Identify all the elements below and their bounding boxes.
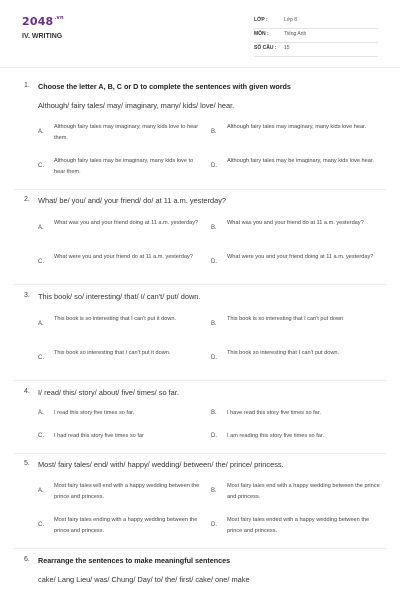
- option-text: Although fairy tales may be imaginary, many kids love hear.: [227, 158, 374, 164]
- question-prompt: Most/ fairy tales/ end/ with/ happy/ wedding/ between/ the/ prince/ princess.: [38, 460, 284, 469]
- option-text: I am reading this story five times so far.: [227, 433, 324, 439]
- option-letter: C.: [38, 433, 44, 439]
- meta-value: Lớp 8: [284, 17, 298, 23]
- site-logo[interactable]: [22, 15, 64, 28]
- answer-option-a[interactable]: [38, 481, 208, 505]
- option-letter: C.: [38, 522, 44, 528]
- option-letter: B.: [211, 225, 217, 231]
- answer-option-c[interactable]: [38, 515, 208, 539]
- option-letter: D.: [211, 522, 217, 528]
- answer-option-a[interactable]: [38, 410, 208, 422]
- answer-option-b[interactable]: [211, 410, 381, 422]
- answer-option-a[interactable]: [38, 218, 208, 242]
- answer-option-b[interactable]: [211, 218, 381, 242]
- question-divider: [14, 380, 386, 381]
- worksheet-header: [0, 0, 400, 66]
- option-letter: B.: [211, 488, 217, 494]
- question-divider: [14, 189, 386, 190]
- option-text: This book so interesting that I can't put down.: [227, 350, 340, 356]
- option-letter: B.: [211, 410, 217, 416]
- meta-label: MÔN :: [254, 31, 269, 37]
- question-divider: [14, 453, 386, 454]
- meta-row-subject: [254, 28, 378, 43]
- meta-value: 15: [284, 45, 290, 51]
- option-letter: A.: [38, 225, 44, 231]
- answer-option-b[interactable]: [211, 122, 381, 146]
- option-text: This book is so interesting that I can't put down: [227, 316, 344, 322]
- option-text: Most fairy tales ended with a happy wedding between the prince and princess.: [227, 517, 370, 534]
- question-number: 3.: [24, 292, 30, 299]
- answer-option-d[interactable]: [211, 156, 381, 180]
- option-letter: C.: [38, 355, 44, 361]
- question-number: 1.: [24, 82, 30, 89]
- option-text: Although fairy tales may be imaginary, many kids love to hear them.: [54, 158, 194, 175]
- meta-row-class: [254, 14, 378, 29]
- option-text: Although fairy tales may imaginary, many kids love hear.: [227, 124, 367, 130]
- header-divider: [0, 67, 400, 68]
- option-letter: D.: [211, 259, 217, 265]
- option-text: I read this story five times so far.: [54, 410, 135, 416]
- answer-option-b[interactable]: [211, 481, 381, 505]
- option-letter: A.: [38, 488, 44, 494]
- answer-option-d[interactable]: [211, 252, 381, 276]
- option-letter: A.: [38, 129, 44, 135]
- option-text: I have read this story five times so far.: [227, 410, 321, 416]
- option-letter: B.: [211, 321, 217, 327]
- question-number: 4.: [24, 388, 30, 395]
- option-text: This book is so interesting that I can't put it down.: [54, 316, 177, 322]
- option-letter: B.: [211, 129, 217, 135]
- option-letter: D.: [211, 433, 217, 439]
- answer-option-d[interactable]: [211, 348, 381, 372]
- option-letter: A.: [38, 410, 44, 416]
- option-text: Most fairy tales end with a happy wedding between the prince and princess.: [227, 483, 380, 500]
- option-text: Most fairy tales ending with a happy wedding between the prince and princess.: [54, 517, 198, 534]
- section-title: IV. WRITING: [22, 33, 63, 40]
- option-text: This book so interesting that I can't put it down.: [54, 350, 171, 356]
- option-text: What was you and your friend doing at 11 a.m. yesterday?: [54, 220, 199, 226]
- instruction-heading: Choose the letter A, B, C or D to complete the sentences with given words: [38, 82, 291, 91]
- question-number: 5.: [24, 460, 30, 467]
- answer-option-c[interactable]: [38, 348, 208, 372]
- question-number: 2.: [24, 196, 30, 203]
- question-divider: [14, 548, 386, 549]
- option-text: Most fairy tales will end with a happy wedding between the prince and princess.: [54, 483, 200, 500]
- meta-label: SỐ CÂU :: [254, 45, 277, 51]
- instruction-heading: Rearrange the sentences to make meaningful sentences: [38, 556, 231, 565]
- question-prompt: Although/ fairy tales/ may/ imaginary, many/ kids/ love/ hear.: [38, 101, 235, 110]
- question-divider: [14, 284, 386, 285]
- option-letter: C.: [38, 163, 44, 169]
- meta-label: LỚP :: [254, 17, 268, 23]
- option-text: Although fairy tales may imaginary, many kids love to hear them.: [54, 124, 199, 141]
- option-text: What were you and your friend doing at 11 a.m. yesterday?: [227, 254, 374, 260]
- answer-option-d[interactable]: [211, 433, 381, 445]
- logo-suffix: .vn: [54, 15, 64, 21]
- option-letter: D.: [211, 163, 217, 169]
- question-prompt: What/ be/ you/ and/ your friend/ do/ at 11 a.m. yesterday?: [38, 196, 227, 205]
- answer-option-a[interactable]: [38, 314, 208, 338]
- option-letter: D.: [211, 355, 217, 361]
- meta-row-count: [254, 42, 378, 57]
- option-letter: C.: [38, 259, 44, 265]
- option-letter: A.: [38, 321, 44, 327]
- answer-option-b[interactable]: [211, 314, 381, 338]
- meta-value: Tiếng Anh: [284, 31, 307, 37]
- question-number: 6.: [24, 556, 30, 563]
- question-prompt: cake/ Lang Lieu/ was/ Chung/ Day/ to/ the/ first/ cake/ one/ make: [38, 575, 250, 584]
- question-prompt: This book/ so/ interesting/ that/ I/ can't/ put/ down.: [38, 292, 201, 301]
- answer-option-d[interactable]: [211, 515, 381, 539]
- answer-option-c[interactable]: [38, 156, 208, 180]
- question-prompt: I/ read/ this/ story/ about/ five/ times/ so far.: [38, 388, 179, 397]
- answer-option-a[interactable]: [38, 122, 208, 146]
- answer-option-c[interactable]: [38, 433, 208, 445]
- answer-option-c[interactable]: [38, 252, 208, 276]
- option-text: What were you and your friend do at 11 a.m. yesterday?: [54, 254, 193, 260]
- logo-text: 2048: [22, 15, 54, 28]
- option-text: What was you and your friend do at 11 a.m. yesterday?: [227, 220, 364, 226]
- option-text: I had read this story five times so far: [54, 433, 144, 439]
